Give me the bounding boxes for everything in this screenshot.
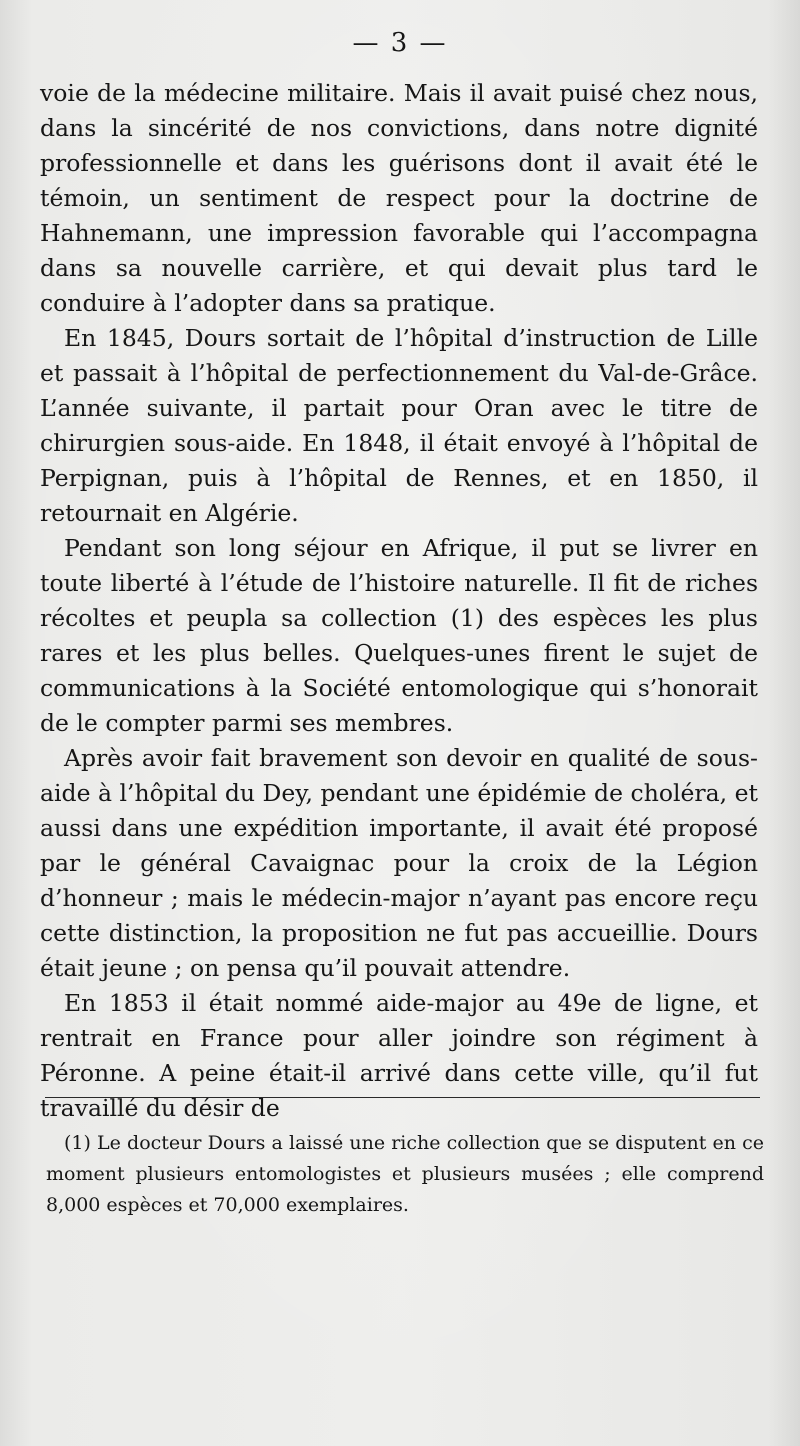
paragraph-1: voie de la médecine militaire. Mais il avait puisé chez nous, dans la sincérité de nos convictions, dans notre dignité professionnelle et dans les guérisons dont il avait été le témoin, un sentiment de respect pour la doctrine de Hahnemann, une impression favorable qui l’accompagna dans sa nouvelle carrière, et qui devait plus tard le conduire à l’adopter dans sa pratique. [40, 79, 758, 317]
page-number: — 3 — [352, 28, 448, 58]
paragraph-3: Pendant son long séjour en Afrique, il put se livrer en toute liberté à l’étude de l’histoire naturelle. Il fit de riches récoltes et peupla sa collection (1) des espèces les plus rares et les plus belles. Quelques-unes firent le sujet de communications à la Société entomologique qui s’honorait de le compter parmi ses membres. [40, 534, 758, 737]
footnote-text: (1) Le docteur Dours a laissé une riche collection que se disputent en ce moment plusieurs entomologistes et plusieurs musées ; elle comprend 8,000 espèces et 70,000 exemplaires. [46, 1132, 764, 1216]
body-text [40, 76, 758, 1126]
paragraph-2: En 1845, Dours sortait de l’hôpital d’instruction de Lille et passait à l’hôpital de perfectionnement du Val-de-Grâce. L’année suivante, il partait pour Oran avec le titre de chirurgien sous-aide. En 1848, il était envoyé à l’hôpital de Perpignan, puis à l’hôpital de Rennes, et en 1850, il retournait en Algérie. [40, 324, 758, 527]
paragraph-4: Après avoir fait bravement son devoir en qualité de sous-aide à l’hôpital du Dey, pendant une épidémie de choléra, et aussi dans une expédition importante, il avait été proposé par le général Cavaignac pour la croix de la Légion d’honneur ; mais le médecin-major n’ayant pas encore reçu cette distinction, la proposition ne fut pas accueillie. Dours était jeune ; on pensa qu’il pouvait attendre. [40, 744, 758, 982]
footnote-divider [45, 1097, 760, 1098]
footnote [46, 1128, 764, 1221]
paragraph-5: En 1853 il était nommé aide-major au 49e de ligne, et rentrait en France pour aller joindre son régiment à Péronne. A peine était-il arrivé dans cette ville, qu’il fut travaillé du désir de [40, 989, 758, 1122]
